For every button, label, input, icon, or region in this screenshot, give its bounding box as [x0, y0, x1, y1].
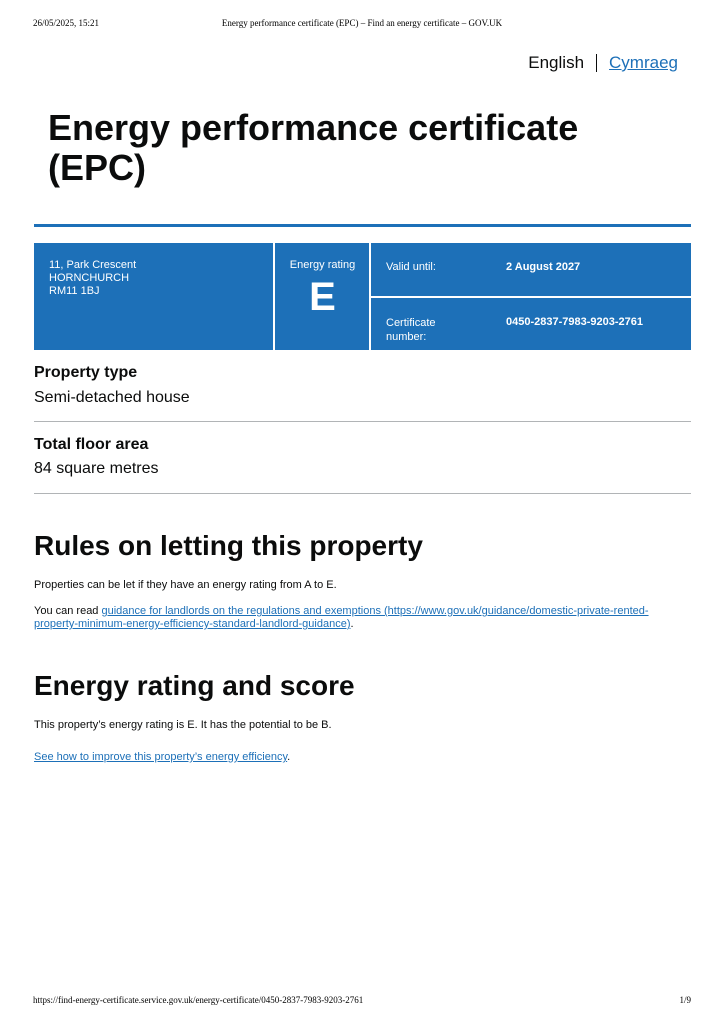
- print-datetime: 26/05/2025, 15:21: [33, 18, 100, 28]
- language-link-cymraeg[interactable]: Cymraeg: [609, 53, 678, 72]
- print-url: https://find-energy-certificate.service.gov.uk/energy-certificate/0450-2837-7983-9203-2761: [33, 995, 364, 1005]
- rules-guidance-paragraph: [34, 605, 684, 631]
- landlord-guidance-link[interactable]: guidance for landlords on the regulations and exemptions (https://www.gov.uk/guidance/domestic-private-rented-property-minimum-energy-efficiency-standard-landlord-guidance): [34, 605, 649, 630]
- print-doc-title: Energy performance certificate (EPC) – Find an energy certificate – GOV.UK: [221, 18, 503, 28]
- summary-divider: [34, 421, 691, 422]
- improve-link-suffix: .: [287, 751, 291, 763]
- address-line-1: 11, Park Crescent: [49, 259, 137, 271]
- property-type-value: Semi-detached house: [34, 389, 190, 406]
- address-postcode: RM11 1BJ: [49, 285, 100, 297]
- property-address: [49, 259, 136, 298]
- energy-rating-label: Energy rating: [289, 259, 356, 271]
- floor-area-label: Total floor area: [34, 436, 149, 453]
- energy-rating-letter: E: [309, 275, 336, 319]
- page-number: 1/9: [679, 995, 691, 1005]
- valid-until-value: 2 August 2027: [506, 261, 581, 273]
- floor-area-value: 84 square metres: [34, 460, 159, 477]
- summary-divider: [34, 493, 691, 494]
- improve-efficiency-link[interactable]: See how to improve this property’s energy efficiency: [34, 751, 288, 763]
- valid-until-label: Valid until:: [386, 261, 436, 273]
- certificate-number-label: Certificate number:: [386, 317, 436, 343]
- energy-rating-heading: Energy rating and score: [34, 670, 355, 701]
- language-divider: [596, 54, 597, 72]
- rules-paragraph: Properties can be let if they have an energy rating from A to E.: [34, 579, 337, 591]
- page-title: Energy performance certificate (EPC): [48, 107, 579, 188]
- guidance-suffix: .: [350, 618, 354, 630]
- box-divider: [371, 296, 691, 298]
- property-type-label: Property type: [34, 364, 138, 381]
- improve-efficiency-paragraph: [34, 751, 684, 764]
- rules-heading: Rules on letting this property: [34, 530, 423, 561]
- energy-rating-paragraph: This property’s energy rating is E. It has the potential to be B.: [34, 719, 332, 731]
- certificate-number-value: 0450-2837-7983-9203-2761: [506, 316, 644, 328]
- language-switcher: [528, 53, 678, 73]
- address-line-2: HORNCHURCH: [49, 272, 130, 284]
- title-divider: [34, 224, 691, 227]
- guidance-prefix: You can read: [34, 605, 102, 617]
- language-current: English: [528, 53, 585, 72]
- certificate-summary-box: [34, 243, 691, 350]
